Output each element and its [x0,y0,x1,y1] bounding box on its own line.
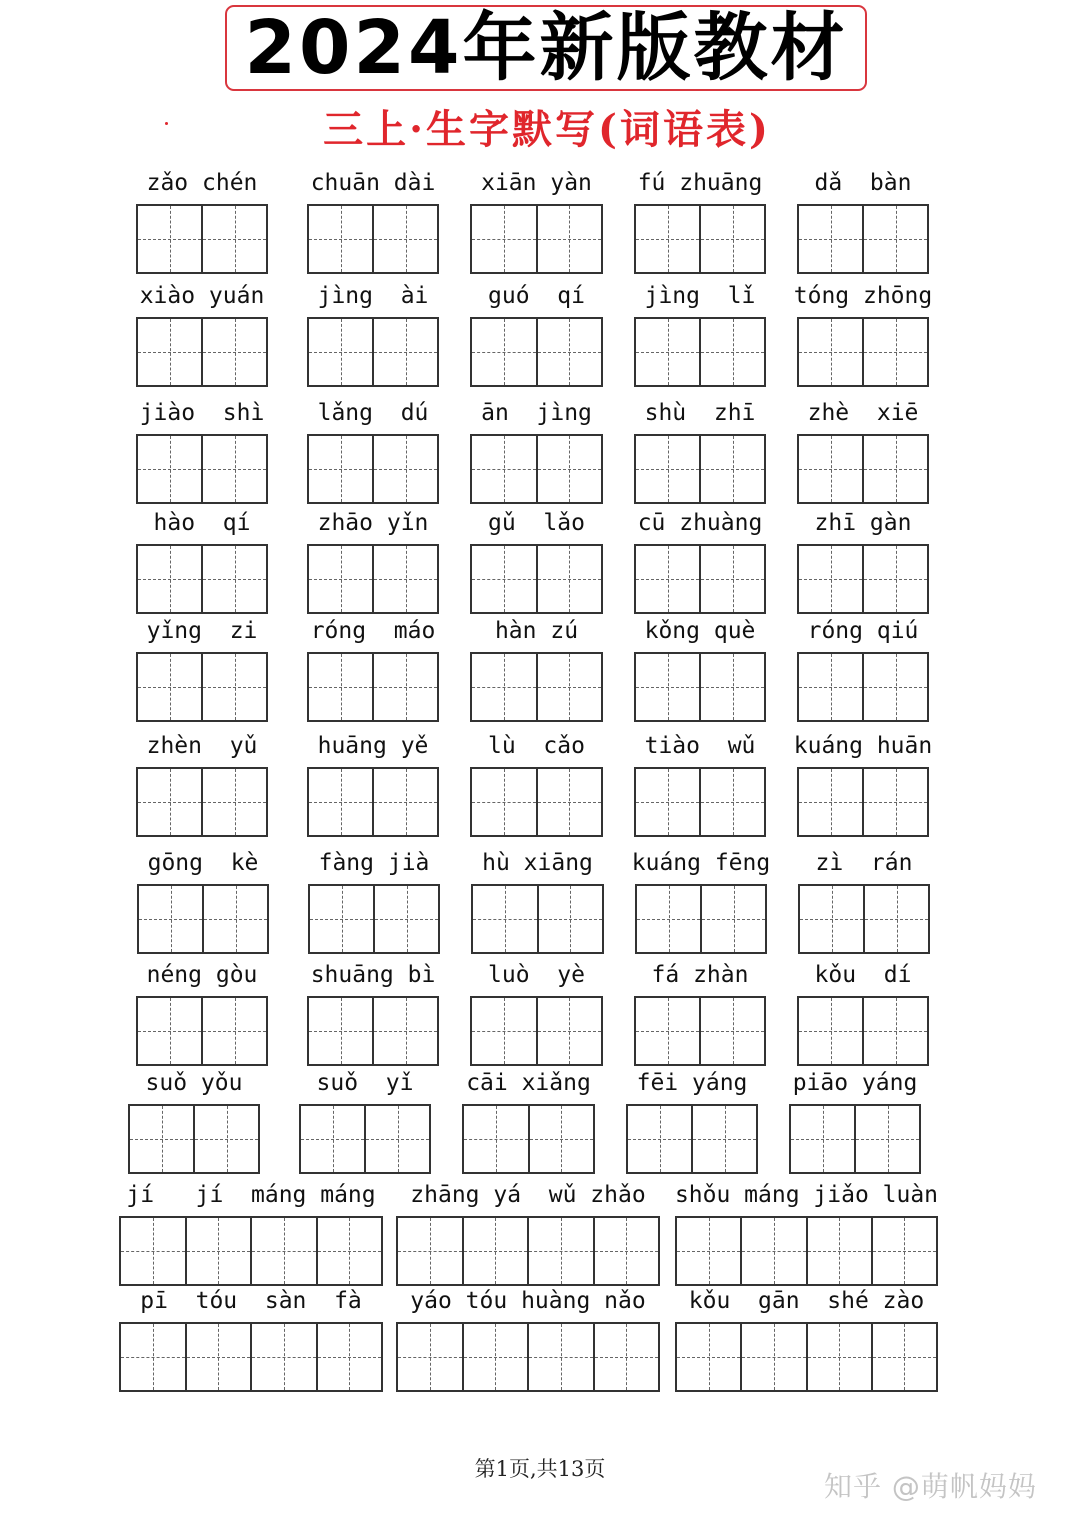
writing-grid [462,1104,595,1174]
writing-grid [136,996,268,1066]
word-item [631,850,771,956]
word-item [789,1070,921,1176]
tianzige-cell[interactable] [462,1218,528,1284]
word-item [470,962,603,1068]
word-item [634,283,766,389]
pinyin-label: suǒ yǒu [145,1070,243,1096]
tianzige-cell[interactable] [791,1106,854,1172]
tianzige-cell[interactable] [301,1106,364,1172]
word-item [307,962,439,1068]
tianzige-cell[interactable] [309,769,372,835]
pinyin-label: shuāng bì [310,962,436,988]
writing-grid [308,884,440,954]
writing-grid [471,884,604,954]
pinyin-label: yǐng zi [146,618,258,644]
tianzige-cell[interactable] [201,546,266,612]
tianzige-cell[interactable] [472,319,536,385]
tianzige-cell[interactable] [536,436,602,502]
writing-grid [634,434,766,504]
writing-grid [307,544,439,614]
tianzige-cell[interactable] [799,206,862,272]
tianzige-cell[interactable] [193,1106,258,1172]
tianzige-cell[interactable] [799,654,862,720]
word-item [470,618,603,724]
tianzige-cell[interactable] [536,769,602,835]
writing-grid [470,317,603,387]
writing-grid [798,884,930,954]
writing-grid [789,1104,921,1174]
tianzige-cell[interactable] [854,1106,919,1172]
tianzige-cell[interactable] [309,654,372,720]
pinyin-label: zhāng yá wǔ zhǎo [410,1182,646,1208]
tianzige-cell[interactable] [372,769,437,835]
tianzige-cell[interactable] [806,1324,871,1390]
pinyin-label: yáo tóu huàng nǎo [410,1288,646,1314]
tianzige-cell[interactable] [806,1218,871,1284]
tianzige-cell[interactable] [472,436,536,502]
word-item [470,510,603,616]
pinyin-label: kǒu gān shé zào [688,1288,925,1314]
word-item [793,733,933,839]
pinyin-label: luò yè [488,962,585,988]
tianzige-cell[interactable] [871,1218,936,1284]
word-item [307,170,439,276]
tianzige-cell[interactable] [800,886,863,952]
tianzige-cell[interactable] [472,998,536,1064]
tianzige-cell[interactable] [699,319,764,385]
writing-grid [119,1322,383,1392]
writing-grid [634,544,766,614]
writing-grid [136,652,268,722]
tianzige-cell[interactable] [536,546,602,612]
tianzige-cell[interactable] [536,206,602,272]
tianzige-cell[interactable] [862,998,927,1064]
tianzige-cell[interactable] [309,206,372,272]
tianzige-cell[interactable] [398,1218,462,1284]
pinyin-label: fēi yáng [636,1070,748,1096]
tianzige-cell[interactable] [372,206,437,272]
tianzige-cell[interactable] [862,319,927,385]
writing-grid [307,767,439,837]
tianzige-cell[interactable] [138,206,201,272]
word-item [136,510,268,616]
pinyin-label: zhāo yǐn [317,510,429,536]
tianzige-cell[interactable] [201,436,266,502]
writing-grid [137,884,269,954]
writing-grid [797,544,929,614]
tianzige-cell[interactable] [862,206,927,272]
pinyin-label: lù cǎo [488,733,585,759]
tianzige-cell[interactable] [201,654,266,720]
writing-grid [797,996,929,1066]
pinyin-label: jiào shì [139,400,265,426]
word-item [136,283,268,389]
tianzige-cell[interactable] [309,436,372,502]
tianzige-cell[interactable] [138,769,201,835]
tianzige-cell[interactable] [472,654,536,720]
writing-grid [119,1216,383,1286]
tianzige-cell[interactable] [636,546,699,612]
word-item [797,510,929,616]
word-item [136,618,268,724]
tianzige-cell[interactable] [691,1106,756,1172]
word-item [634,400,766,506]
tianzige-cell[interactable] [202,886,267,952]
writing-grid [797,204,929,274]
tianzige-cell[interactable] [740,1324,805,1390]
pinyin-label: kǒu dí [814,962,912,988]
tianzige-cell[interactable] [799,546,862,612]
tianzige-cell[interactable] [398,1324,462,1390]
tianzige-cell[interactable] [699,206,764,272]
tianzige-cell[interactable] [677,1218,740,1284]
pinyin-label: zhè xiē [807,400,919,426]
word-item [307,618,439,724]
word-item [634,510,766,616]
word-item [470,170,603,276]
pinyin-label: jí jí máng máng [126,1182,376,1208]
pinyin-label: gōng kè [147,850,259,876]
writing-grid [675,1322,938,1392]
pinyin-label: piāo yáng [792,1070,918,1096]
word-item [119,1182,383,1288]
word-item [470,283,603,389]
tianzige-cell[interactable] [699,998,764,1064]
writing-grid [396,1216,660,1286]
pinyin-label: xiào yuán [139,283,265,309]
writing-grid [797,434,929,504]
pinyin-label: zhèn yǔ [146,733,258,759]
word-item [634,962,766,1068]
writing-grid [470,652,603,722]
writing-grid [396,1322,660,1392]
word-item [634,618,766,724]
tianzige-cell[interactable] [636,769,699,835]
tianzige-cell[interactable] [138,546,201,612]
writing-grid [136,317,268,387]
writing-grid [307,317,439,387]
pinyin-label: fú zhuāng [637,170,763,196]
writing-grid [675,1216,938,1286]
writing-grid [128,1104,260,1174]
writing-grid [470,434,603,504]
pinyin-label: zì rán [815,850,913,876]
writing-grid [470,544,603,614]
tianzige-cell[interactable] [464,1106,528,1172]
word-item [675,1288,938,1394]
pinyin-label: xiān yàn [481,170,592,196]
pinyin-label: hào qí [153,510,251,536]
writing-grid [634,317,766,387]
tianzige-cell[interactable] [121,1218,185,1284]
word-item [136,400,268,506]
pinyin-label: jìng ài [317,283,429,309]
tianzige-cell[interactable] [250,1218,316,1284]
word-item [675,1182,938,1288]
tianzige-cell[interactable] [636,206,699,272]
word-item [471,850,604,956]
writing-grid [299,1104,431,1174]
tianzige-cell[interactable] [309,319,372,385]
writing-grid [307,652,439,722]
tianzige-cell[interactable] [372,654,437,720]
pinyin-label: hù xiāng [482,850,593,876]
page-number: 第1页,共13页 [474,1457,606,1481]
tianzige-cell[interactable] [472,769,536,835]
word-item [307,283,439,389]
tianzige-cell[interactable] [527,1218,593,1284]
pinyin-label: fá zhàn [651,962,749,988]
tianzige-cell[interactable] [364,1106,429,1172]
tianzige-cell[interactable] [863,886,928,952]
pinyin-label: tóng zhōng [793,283,933,309]
tianzige-cell[interactable] [536,654,602,720]
word-item [462,1070,595,1176]
word-item [797,962,929,1068]
pinyin-label: kǒng què [644,618,756,644]
pinyin-label: kuáng huān [793,733,933,759]
writing-grid [634,996,766,1066]
tianzige-cell[interactable] [537,886,603,952]
word-item [136,962,268,1068]
writing-grid [634,652,766,722]
writing-grid [626,1104,758,1174]
writing-grid [136,204,268,274]
pinyin-label: lǎng dú [317,400,429,426]
word-item [307,510,439,616]
word-item [307,733,439,839]
word-item [136,170,268,276]
tianzige-cell[interactable] [316,1324,382,1390]
tianzige-cell[interactable] [373,886,438,952]
pinyin-label: néng gòu [146,962,258,988]
tianzige-cell[interactable] [309,546,372,612]
tianzige-cell[interactable] [593,1324,659,1390]
pinyin-label: kuáng fēng [631,850,771,876]
pinyin-label: fàng jià [318,850,430,876]
writing-grid [470,767,603,837]
pinyin-label: zǎo chén [146,170,258,196]
tianzige-cell[interactable] [699,654,764,720]
tianzige-cell[interactable] [316,1218,382,1284]
tianzige-cell[interactable] [740,1218,805,1284]
tianzige-cell[interactable] [862,546,927,612]
word-item [634,733,766,839]
tianzige-cell[interactable] [138,654,201,720]
tianzige-cell[interactable] [799,319,862,385]
tianzige-cell[interactable] [138,319,201,385]
page-title: 2024年新版教材 [244,5,848,91]
tianzige-cell[interactable] [528,1106,594,1172]
word-item [798,850,930,956]
tianzige-cell[interactable] [593,1218,659,1284]
word-item [307,400,439,506]
tianzige-cell[interactable] [372,436,437,502]
tianzige-cell[interactable] [372,998,437,1064]
tianzige-cell[interactable] [636,436,699,502]
tianzige-cell[interactable] [636,654,699,720]
tianzige-cell[interactable] [536,319,602,385]
page-subtitle: 三上·生字默写(词语表) [323,106,771,153]
tianzige-cell[interactable] [309,998,372,1064]
writing-grid [136,544,268,614]
tianzige-cell[interactable] [699,436,764,502]
writing-grid [797,317,929,387]
writing-grid [307,434,439,504]
tianzige-cell[interactable] [310,886,373,952]
pinyin-label: gǔ lǎo [488,510,585,536]
watermark: 知乎 @萌帆妈妈 [824,1470,1037,1503]
tianzige-cell[interactable] [201,769,266,835]
writing-grid [136,767,268,837]
word-item [299,1070,431,1176]
word-item [797,400,929,506]
pinyin-label: róng máo [310,618,436,644]
pinyin-label: shù zhī [644,400,756,426]
tianzige-cell[interactable] [862,436,927,502]
tianzige-cell[interactable] [185,1218,251,1284]
tianzige-cell[interactable] [871,1324,936,1390]
tianzige-cell[interactable] [699,546,764,612]
word-item [797,618,929,724]
writing-grid [470,204,603,274]
tianzige-cell[interactable] [138,436,201,502]
word-item [396,1182,660,1288]
tianzige-cell[interactable] [699,769,764,835]
word-item [308,850,440,956]
tianzige-cell[interactable] [862,769,927,835]
pinyin-label: ān jìng [481,400,592,426]
tianzige-cell[interactable] [201,998,266,1064]
tianzige-cell[interactable] [636,998,699,1064]
writing-grid [634,767,766,837]
title-box [225,5,867,91]
pinyin-label: hàn zú [494,618,579,644]
tianzige-cell[interactable] [121,1324,185,1390]
pinyin-label: chuān dài [310,170,436,196]
pinyin-label: huāng yě [317,733,429,759]
tianzige-cell[interactable] [472,546,536,612]
tianzige-cell[interactable] [473,886,537,952]
tianzige-cell[interactable] [700,886,765,952]
pinyin-label: zhī gàn [814,510,912,536]
word-item [137,850,269,956]
tianzige-cell[interactable] [462,1324,528,1390]
tianzige-cell[interactable] [536,998,602,1064]
word-item [136,733,268,839]
pinyin-label: jìng lǐ [644,283,756,309]
pinyin-label: pī tóu sàn fà [140,1288,362,1314]
pinyin-label: cū zhuàng [637,510,763,536]
writing-grid [307,996,439,1066]
word-item [797,170,929,276]
pinyin-label: suǒ yǐ [316,1070,414,1096]
tianzige-cell[interactable] [250,1324,316,1390]
tianzige-cell[interactable] [130,1106,193,1172]
pinyin-label: shǒu máng jiǎo luàn [674,1182,939,1208]
word-item [626,1070,758,1176]
writing-grid [635,884,767,954]
tianzige-cell[interactable] [799,769,862,835]
writing-grid [136,434,268,504]
pinyin-label: guó qí [488,283,585,309]
writing-grid [797,767,929,837]
tianzige-cell[interactable] [372,546,437,612]
pinyin-label: tiào wǔ [644,733,756,759]
word-item [793,283,933,389]
tianzige-cell[interactable] [201,206,266,272]
tianzige-cell[interactable] [372,319,437,385]
pinyin-label: dǎ bàn [814,170,912,196]
writing-grid [307,204,439,274]
pinyin-label: cāi xiǎng [466,1070,591,1096]
word-item [470,400,603,506]
writing-grid [634,204,766,274]
writing-grid [797,652,929,722]
tianzige-cell[interactable] [201,319,266,385]
tianzige-cell[interactable] [527,1324,593,1390]
tianzige-cell[interactable] [139,886,202,952]
tianzige-cell[interactable] [636,319,699,385]
word-item [470,733,603,839]
word-item [128,1070,260,1176]
word-item [396,1288,660,1394]
word-item [119,1288,383,1394]
tianzige-cell[interactable] [637,886,700,952]
tianzige-cell[interactable] [799,998,862,1064]
writing-grid [470,996,603,1066]
tianzige-cell[interactable] [799,436,862,502]
tianzige-cell[interactable] [862,654,927,720]
pinyin-label: róng qiú [807,618,919,644]
tianzige-cell[interactable] [677,1324,740,1390]
tianzige-cell[interactable] [628,1106,691,1172]
tianzige-cell[interactable] [185,1324,251,1390]
word-item [634,170,766,276]
tianzige-cell[interactable] [138,998,201,1064]
tianzige-cell[interactable] [472,206,536,272]
